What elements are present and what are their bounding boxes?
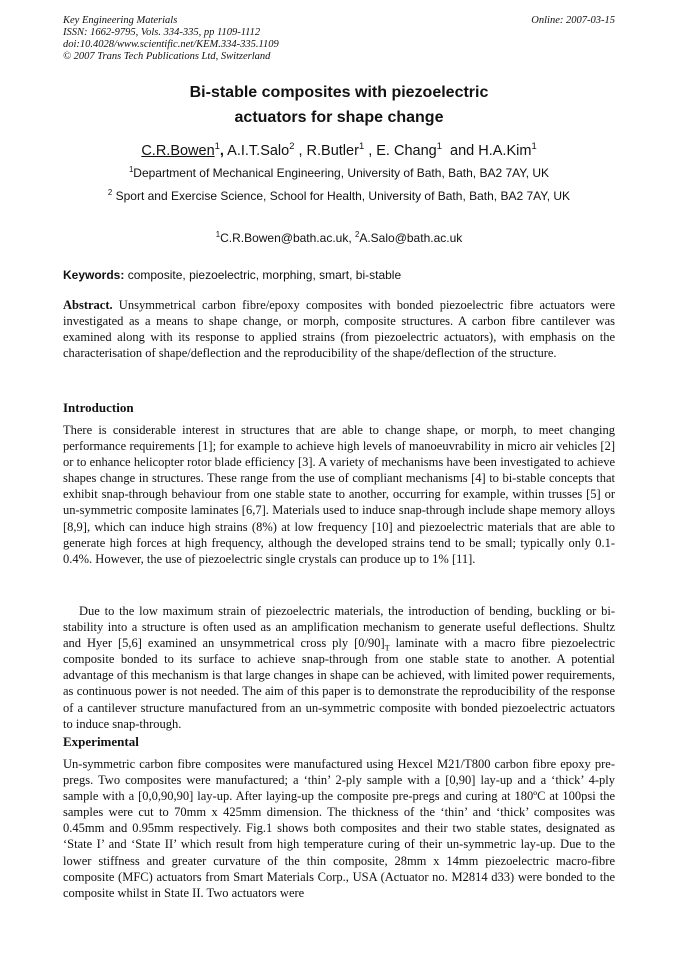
- author-list: C.R.Bowen$^1$, A.I.T.Salo$^2$ , R.Butler$^1$ , E. Chang$^1$ and H.A.Kim$^1$: [141, 140, 537, 159]
- author-kim-sup: 1: [531, 140, 537, 152]
- author-butler-sup: 1: [358, 140, 365, 152]
- abstract-text: Unsymmetrical carbon fibre/epoxy composites with bonded piezoelectric fibre actuators were investigated as a means to shape change, or morph, composite structures. A carbon fibre cantilever was examined along with its response to applied strains (from piezoelectric actuators), with emphasis on the characterisation of shape/deflection and the reproducibility of the shape/deflection of the structure.: [63, 298, 615, 361]
- email-1-sup: 1: [215, 230, 221, 239]
- introduction-heading: Introduction: [63, 400, 134, 415]
- author-bowen: C.R.Bowen: [141, 143, 215, 159]
- paper-title: [63, 80, 615, 130]
- affiliation-2-sup: 2: [107, 188, 113, 197]
- copyright-line: © 2007 Trans Tech Publications Ltd, Switzerland: [63, 51, 271, 62]
- affiliation-1-sup: 1: [128, 165, 134, 174]
- journal-header: [63, 15, 615, 63]
- introduction-paragraph-1: There is considerable interest in structures that are able to change shape, or morph, to meet changing performance requirements [1]; for example to achieve high levels of manoeuvrability in micro air vehicles [2] or to enhance helicopter rotor blade efficiency [3]. A variety of mechanisms have been investigated to achieve shapes change in structures. These range from the use of compliant mechanisms [4] to bi-stable concepts that exhibit snap-through behaviour from one stable state to another, occurring for example, within trusses [5] or un-symmetric composite laminates [6,7]. Materials used to induce snap-through include shape memory alloys [8,9], which can induce high strains (8%) at low frequency [10] and piezoelectric materials that are able to generate high forces at high frequency, although the developed strains tend to be small; typically only 0.1-0.4%. However, the use of piezoelectric single crystals can produce up to 1% [11].: [63, 423, 615, 566]
- author-butler: R.Butler: [306, 143, 359, 159]
- author-and: and: [450, 143, 475, 159]
- email-line: [63, 230, 615, 246]
- author-kim: H.A.Kim: [478, 143, 532, 159]
- keywords: [63, 267, 615, 283]
- author-bowen-sup: 1: [214, 140, 220, 152]
- author-salo-sup: 2: [289, 140, 295, 152]
- title-line-1: Bi-stable composites with piezoelectric: [189, 84, 489, 101]
- journal-name: Key Engineering Materials: [63, 15, 178, 26]
- author-salo: A.I.T.Salo: [227, 143, 290, 159]
- introduction-paragraph-2-part-1: Due to the low maximum strain of piezoelectric materials, the introduction of bending, buckling or bi-stability into a structure is often used as an amplification mechanism to generate useful deflections. Shultz and Hyer [5,6] examined an unsymmetrical cross ply [0/90]: [63, 604, 615, 651]
- online-date: Online: 2007-03-15: [531, 15, 615, 26]
- email-salo: A.Salo@bath.ac.uk: [359, 231, 463, 245]
- affiliation-1: [63, 165, 615, 181]
- introduction-paragraph-2: [63, 603, 615, 732]
- keywords-label: Keywords:: [63, 268, 125, 282]
- issn-line: ISSN: 1662-9795, Vols. 334-335, pp 1109-1112: [63, 27, 261, 38]
- email-bowen: C.R.Bowen@bath.ac.uk,: [220, 231, 352, 245]
- affiliation-2-text: Sport and Exercise Science, School for Health, University of Bath, Bath, BA2 7AY, UK: [115, 189, 571, 203]
- abstract-label: Abstract.: [63, 298, 113, 312]
- affiliation-2: [63, 188, 615, 204]
- abstract: [63, 297, 615, 361]
- email-2-sup: 2: [355, 230, 360, 239]
- author-chang: E. Chang: [376, 143, 437, 159]
- title-line-2: actuators for shape change: [234, 109, 444, 126]
- experimental-paragraph-1: Un-symmetric carbon fibre composites were manufactured using Hexcel M21/T800 carbon fibre epoxy pre-pregs. Two composites were manufactured; a ‘thin’ 2-ply sample with a [0,90] lay-up and a ‘thick’ 4-ply sample with a [0,0,90,90] lay-up. After laying-up the composite pre-pregs and curing at 180ºC at 100psi the samples were cut to 70mm x 425mm dimension. The thickness of the ‘thin’ and ‘thick’ composites was 0.45mm and 0.95mm respectively. Fig.1 shows both composites and their two stable states, designated as ‘State I’ and ‘State II’ which result from high temperature curing of their un-symmetric lay-up. Due to the lower stiffness and greater curvature of the thin composite, 28mm x 14mm piezoelectric macro-fibre composite (MFC) actuators from Smart Materials Corp., USA (Actuator no. M2814 d33) were bonded to the composite whilst in State II. Two actuators were: [63, 757, 615, 900]
- experimental-heading: Experimental: [63, 734, 139, 749]
- author-chang-sup: 1: [436, 140, 442, 152]
- affiliation-1-text: Department of Mechanical Engineering, University of Bath, Bath, BA2 7AY, UK: [133, 166, 550, 180]
- keywords-text: composite, piezoelectric, morphing, smart, bi-stable: [127, 268, 402, 282]
- introduction-paragraph-2-part-2: laminate with a macro fibre piezoelectric composite bonded to its surface to achieve snap-through from one stable state to another. A potential advantage of this mechanism is that large changes in shape can be achieved, with limited power requirements, as continuous power is not needed. The aim of this paper is to demonstrate the reproducibility of the response of a cantilever structure manufactured from an un-symmetric composite with bonded piezoelectric actuators to induce snap-through.: [63, 636, 615, 731]
- doi-line: doi:10.4028/www.scientific.net/KEM.334-335.1109: [63, 39, 279, 50]
- laminate-subscript: T: [384, 643, 390, 653]
